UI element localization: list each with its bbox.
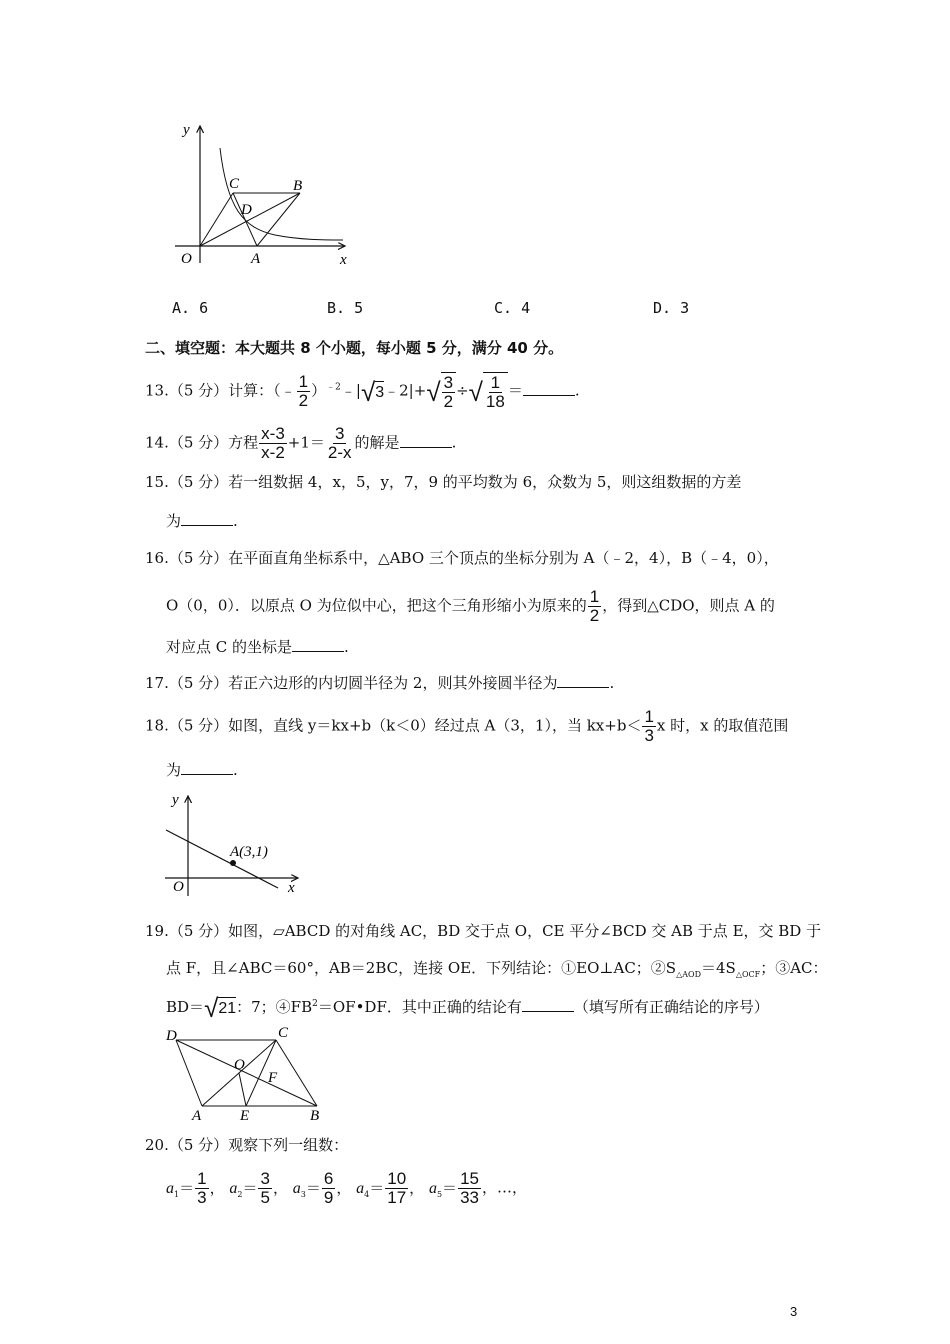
q19-point-o-label: O [234, 1057, 245, 1073]
choice-b: B. 5 [327, 299, 364, 317]
question-18-line2: 为 . [166, 761, 238, 779]
q18-x-axis-label: x [288, 880, 295, 896]
question-17: 17.（5 分）若正六边形的内切圆半径为 2，则其外接圆半径为 . [145, 674, 615, 692]
q13-sqrt3: √ 3 [360, 376, 385, 407]
page-number: 3 [790, 1304, 798, 1319]
q19-point-b-label: B [310, 1108, 320, 1122]
q14-answer-blank [400, 433, 452, 448]
question-16-line2: O（0，0）．以原点 O 为位似中心，把这个三角形缩小为原来的 $\frac{1}{2}$ ，得到△CDO，则点 A 的 [166, 587, 775, 625]
sequence-term-4: $a_4=$ $\frac{10}{17}$ ， [356, 1169, 425, 1207]
q13-mid1: ﹣| [340, 381, 361, 400]
q13-equals: ＝ [507, 381, 523, 400]
q19-point-a-label: A [192, 1108, 202, 1122]
x-axis-label: x [340, 252, 347, 268]
q14-fraction-2: $\frac{3}{2-x}$ [327, 424, 352, 462]
question-19-line3: BD＝ √ 21 ：7；$④FB^2=OF•DF$．其中正确的结论有 （填写所有正确结论的序号） [166, 993, 769, 1023]
q17-answer-blank [557, 673, 609, 688]
q13-sqrt-1-18: √ $\frac{1}{18}$ [469, 372, 508, 411]
q18-y-axis-label: y [172, 792, 179, 808]
q13-sqrt-3-2: √ $\frac{3}{2}$ [426, 372, 456, 411]
point-b-label: B [293, 178, 303, 194]
question-13: 13.（5 分）计算：（﹣ $\frac{1}{2}$ ）$^{﹣2}$﹣| √ 3 ﹣2|+ √ $\frac{3}{2}$ ÷ √ $\frac{1}{18}$ ＝ . [145, 372, 580, 411]
q13-fraction-half: $\frac{1}{2}$ [298, 372, 309, 410]
q19-point-f-label: F [268, 1070, 278, 1086]
question-19-line2: 点 F，且∠ABC＝60°，AB＝2BC，连接 OE．下列结论：①EO⊥AC；$②S_{\triangle AOD}=4S_{\triangle OCF}$；③AC： [166, 959, 828, 979]
q19-answer-blank [522, 997, 574, 1012]
sequence-ellipsis: ，…， [481, 1178, 527, 1197]
q18-fraction-third: $\frac{1}{3}$ [644, 707, 654, 745]
section-title: 二、填空题：本大题共 8 个小题，每小题 5 分，满分 40 分。 [145, 339, 564, 357]
q13-mid2: ﹣2|+ [384, 381, 427, 400]
choice-a: A. 6 [172, 299, 209, 317]
figure-q12 [165, 118, 360, 270]
choice-d: D. 3 [653, 299, 690, 317]
question-19-line1: 19.（5 分）如图，▱ABCD 的对角线 AC，BD 交于点 O，CE 平分∠BCD 交 AB 于点 E，交 BD 于 [145, 922, 822, 940]
q18-origin-label: O [173, 879, 184, 895]
figure-q18 [160, 790, 310, 898]
point-d-label: D [241, 202, 252, 218]
q19-sqrt21: √ 21 [204, 993, 237, 1023]
question-15-line2: 为 . [166, 512, 238, 530]
question-20: 20.（5 分）观察下列一组数： [145, 1136, 349, 1154]
q14-prefix: 14.（5 分）方程 [145, 433, 259, 452]
q16-fraction-half: $\frac{1}{2}$ [589, 587, 600, 625]
question-15-line1: 15.（5 分）若一组数据 4，x，5，y，7，9 的平均数为 6，众数为 5，则这组数据的方差 [145, 473, 742, 491]
q19-point-c-label: C [278, 1025, 289, 1041]
point-a-label: A [251, 251, 261, 267]
q14-end: . [451, 433, 457, 452]
q15-answer-blank [181, 511, 233, 526]
q14-suffix: 的解是 [354, 433, 400, 452]
sequence-term-5: $a_5=$ $\frac{15}{33}$ [428, 1169, 479, 1207]
question-14 [145, 425, 456, 462]
origin-label: O [181, 251, 192, 267]
figure-q19 [160, 1022, 335, 1122]
y-axis-label: y [183, 122, 190, 138]
q13-answer-blank [523, 381, 575, 396]
choice-c: C. 4 [494, 299, 531, 317]
q13-prefix: 13.（5 分）计算：（﹣ [145, 381, 296, 400]
q13-end: . [574, 381, 580, 400]
sequence-term-3: $a_3=$ $\frac{6}{9}$ ， [292, 1169, 352, 1207]
q13-divide: ÷ [456, 381, 469, 400]
q14-fraction-1: $\frac{x-3}{x-2}$ [261, 424, 285, 462]
q13-exponent: ﹣2 [326, 382, 341, 393]
q14-mid: +1＝ [287, 433, 325, 452]
q18-answer-blank [181, 760, 233, 775]
question-18-line1: 18.（5 分）如图，直线 y＝kx+b（k＜0）经过点 A（3，1），当 kx+b＜ $\frac{1}{3}$ x 时，x 的取值范围 [145, 707, 789, 745]
sequence-term-1: $a_1=$ $\frac{1}{3}$ ， [166, 1169, 225, 1207]
q16-answer-blank [292, 637, 344, 652]
sequence-terms [166, 1170, 527, 1207]
q18-point-a-label: A(3,1) [230, 844, 268, 860]
question-16-line3: 对应点 C 的坐标是 . [166, 638, 349, 656]
question-16-line1: 16.（5 分）在平面直角坐标系中，△ABO 三个顶点的坐标分别为 A（﹣2，4），B（﹣4，0）， [145, 549, 779, 567]
point-c-label: C [229, 176, 240, 192]
q19-point-e-label: E [240, 1108, 250, 1122]
sequence-term-2: $a_2=$ $\frac{3}{5}$ ， [229, 1169, 288, 1207]
q19-point-d-label: D [166, 1028, 177, 1044]
